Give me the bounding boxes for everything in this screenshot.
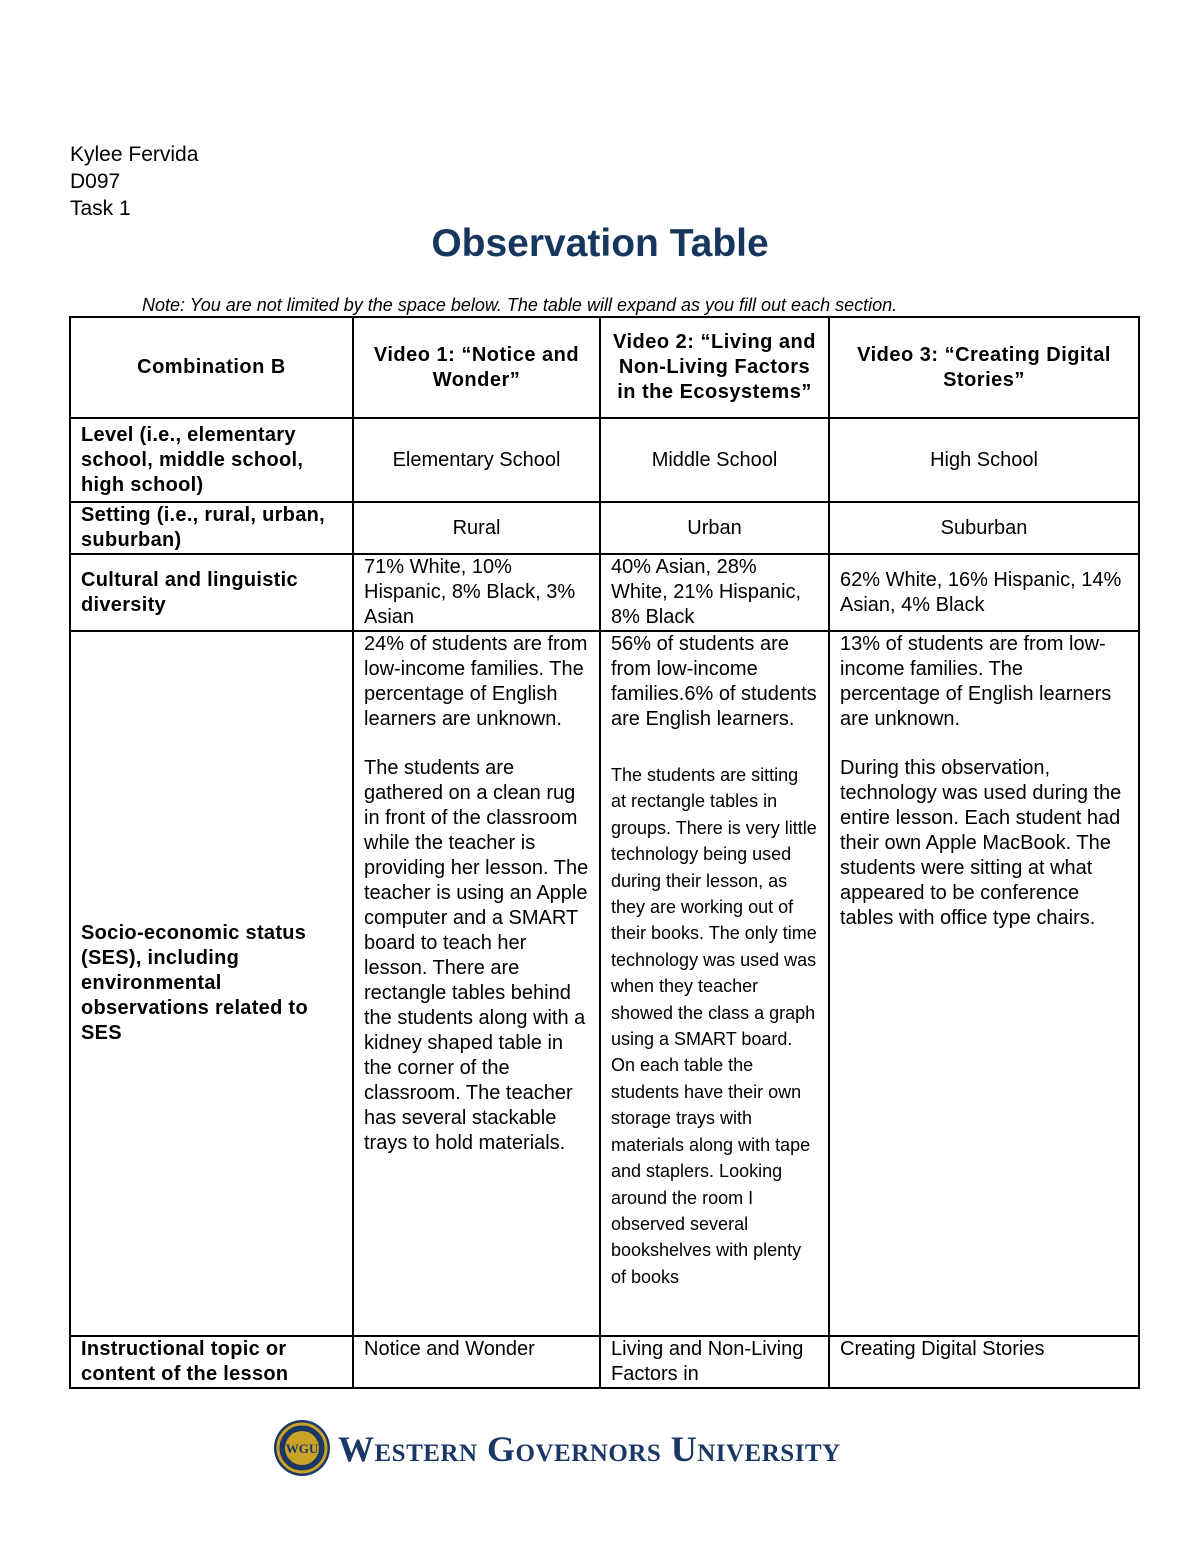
observation-table — [69, 316, 1140, 1389]
table-cell: Living and Non-Living Factors in — [600, 1336, 829, 1388]
row-label: Cultural and linguistic diversity — [70, 554, 353, 631]
table-cell: Suburban — [829, 502, 1139, 554]
table-note: Note: You are not limited by the space below. The table will expand as you fill out each section. — [142, 295, 898, 315]
table-row-topic — [70, 1336, 1139, 1388]
cell-paragraph: 24% of students are from low-income families. The percentage of English learners are unknown. — [364, 633, 588, 730]
author-name: Kylee Fervida — [70, 143, 199, 166]
cell-paragraph: 13% of students are from low-income families. The percentage of English learners are unknown. — [840, 633, 1112, 730]
table-cell: 40% Asian, 28% White, 21% Hispanic, 8% Black — [600, 554, 829, 631]
page-title: Observation Table — [431, 222, 769, 265]
table-row-ses — [70, 631, 1139, 1336]
table-cell: Creating Digital Stories — [829, 1336, 1139, 1388]
table-row-diversity — [70, 554, 1139, 631]
document-header — [70, 141, 198, 222]
cell-paragraph: The students are sitting at rectangle tables in groups. There is very little technology being used during their lesson, as they are working out of their books. The only time technology was used was when they teacher showed the class a graph using a SMART board. On each table the students have their own storage trays with materials along with tape and staplers. Looking around the room I observed several bookshelves with plenty of books — [611, 765, 817, 1287]
table-cell: Notice and Wonder — [353, 1336, 600, 1388]
table-cell: High School — [829, 418, 1139, 502]
header-video-3: Video 3: “Creating Digital Stories” — [829, 317, 1139, 418]
table-cell: Rural — [353, 502, 600, 554]
cell-paragraph: 56% of students are from low-income families.6% of students are English learners. — [611, 633, 817, 730]
header-video-2: Video 2: “Living and Non-Living Factors in the Ecosystems” — [600, 317, 829, 418]
table-cell: Urban — [600, 502, 829, 554]
task-label: Task 1 — [70, 197, 131, 220]
table-row-level — [70, 418, 1139, 502]
table-cell — [600, 631, 829, 1336]
table-cell — [353, 631, 600, 1336]
row-label: Socio-economic status (SES), including environmental observations related to SES — [70, 631, 353, 1336]
header-combination: Combination B — [70, 317, 353, 418]
table-cell: Elementary School — [353, 418, 600, 502]
row-label: Instructional topic or content of the lesson — [70, 1336, 353, 1388]
table-cell: 62% White, 16% Hispanic, 14% Asian, 4% Black — [829, 554, 1139, 631]
table-row-setting — [70, 502, 1139, 554]
seal-text: WGU — [285, 1441, 319, 1456]
wgu-logo — [272, 1418, 932, 1478]
table-header-row — [70, 317, 1139, 418]
table-cell: Middle School — [600, 418, 829, 502]
row-label: Level (i.e., elementary school, middle school, high school) — [70, 418, 353, 502]
cell-paragraph: The students are gathered on a clean rug in front of the classroom while the teacher is providing her lesson. The teacher is using an Apple computer and a SMART board to teach her lesson. There are rectangle tables behind the students along with a kidney shaped table in the corner of the classroom. The teacher has several stackable trays to hold materials. — [364, 757, 589, 1154]
university-name: Western Governors University — [338, 1429, 841, 1469]
row-label: Setting (i.e., rural, urban, suburban) — [70, 502, 353, 554]
table-cell: 71% White, 10% Hispanic, 8% Black, 3% Asian — [353, 554, 600, 631]
table-cell — [829, 631, 1139, 1336]
course-code: D097 — [70, 170, 121, 193]
header-video-1: Video 1: “Notice and Wonder” — [353, 317, 600, 418]
cell-paragraph: During this observation, technology was used during the entire lesson. Each student had their own Apple MacBook. The students were sitting at what appeared to be conference tables with office type chairs. — [840, 757, 1122, 929]
wgu-seal-icon — [272, 1418, 332, 1478]
